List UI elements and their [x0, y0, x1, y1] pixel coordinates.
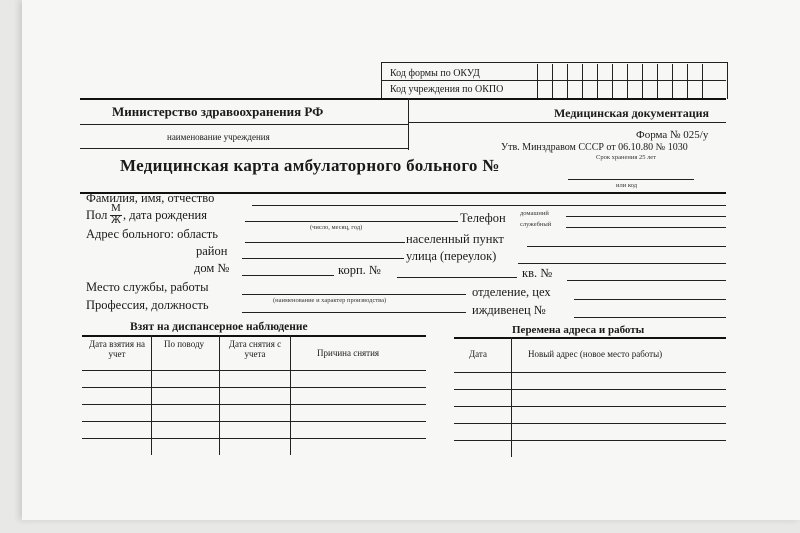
house-label: дом № — [194, 261, 230, 275]
form-number: Форма № 025/у — [636, 129, 709, 141]
table-row[interactable] — [454, 389, 726, 390]
dispensary-title: Взят на диспансерное наблюдение — [130, 321, 308, 333]
street-label: улица (переулок) — [406, 249, 497, 263]
dependent-label: иждивенец № — [472, 303, 546, 317]
table-row[interactable] — [82, 421, 426, 422]
region-label: Адрес больного: область — [86, 227, 218, 241]
changes-title: Перемена адреса и работы — [512, 324, 645, 336]
phone-home-label: домашний — [520, 210, 549, 217]
workplace-caption: (наименование и характер производства) — [273, 297, 387, 304]
approval-text: Утв. Минздравом СССР от 06.10.80 № 1030 — [501, 142, 688, 153]
dispensary-col-reason: По поводу — [163, 339, 205, 349]
locality-label: населенный пункт — [406, 232, 504, 246]
apartment-label: кв. № — [522, 266, 553, 280]
changes-col-date: Дата — [469, 349, 487, 359]
dispensary-col-date-taken: Дата взятия на учет — [88, 339, 146, 359]
region-field[interactable] — [245, 242, 405, 243]
sex-male-option[interactable]: М — [111, 202, 121, 214]
okud-label: Код формы по ОКУД — [390, 68, 480, 79]
table-row[interactable] — [82, 404, 426, 405]
title-code-caption: или код — [616, 182, 638, 189]
table-row[interactable] — [454, 440, 726, 441]
table-row[interactable] — [454, 406, 726, 407]
phone-work-field[interactable] — [566, 227, 726, 228]
storage-period: Срок хранения 25 лет — [596, 154, 657, 161]
district-field[interactable] — [242, 258, 404, 259]
birthdate-field[interactable] — [245, 221, 458, 222]
dispensary-col-removal-reason: Причина снятия — [317, 348, 380, 358]
birthdate-caption: (число, месяц, год) — [310, 224, 363, 231]
profession-label: Профессия, должность — [86, 298, 209, 312]
dependent-field[interactable] — [574, 317, 726, 318]
doc-type: Медицинская документация — [554, 106, 710, 120]
locality-field[interactable] — [527, 246, 726, 247]
fio-field[interactable] — [252, 205, 726, 206]
phone-home-field[interactable] — [566, 216, 726, 217]
table-row[interactable] — [82, 387, 426, 388]
changes-col-new-address: Новый адрес (новое место работы) — [528, 349, 663, 359]
birthdate-label: , дата рождения — [123, 208, 207, 222]
form-page — [22, 0, 800, 520]
house-field[interactable] — [242, 275, 334, 276]
sex-label: Пол — [86, 208, 108, 222]
profession-field[interactable] — [242, 312, 466, 313]
workplace-field[interactable] — [242, 294, 466, 295]
fio-label: Фамилия, имя, отчество — [86, 191, 215, 205]
apartment-field[interactable] — [567, 280, 726, 281]
table-row[interactable] — [82, 438, 426, 439]
ministry-name: Министерство здравоохранения РФ — [112, 104, 324, 119]
department-field[interactable] — [574, 299, 726, 300]
phone-work-label: служебный — [520, 221, 552, 228]
dispensary-col-date-removed: Дата снятия с учета — [228, 339, 282, 359]
workplace-label: Место службы, работы — [86, 280, 209, 294]
building-label: корп. № — [338, 263, 381, 277]
building-field[interactable] — [397, 277, 517, 278]
okpo-label: Код учреждения по ОКПО — [390, 84, 504, 95]
department-label: отделение, цех — [472, 285, 551, 299]
district-label: район — [196, 244, 228, 258]
street-field[interactable] — [518, 263, 726, 264]
card-title: Медицинская карта амбулаторного больного № — [120, 156, 500, 175]
institution-caption: наименование учреждения — [167, 132, 270, 142]
table-row[interactable] — [454, 423, 726, 424]
phone-label: Телефон — [460, 211, 506, 225]
sex-female-option[interactable]: Ж — [111, 214, 121, 226]
